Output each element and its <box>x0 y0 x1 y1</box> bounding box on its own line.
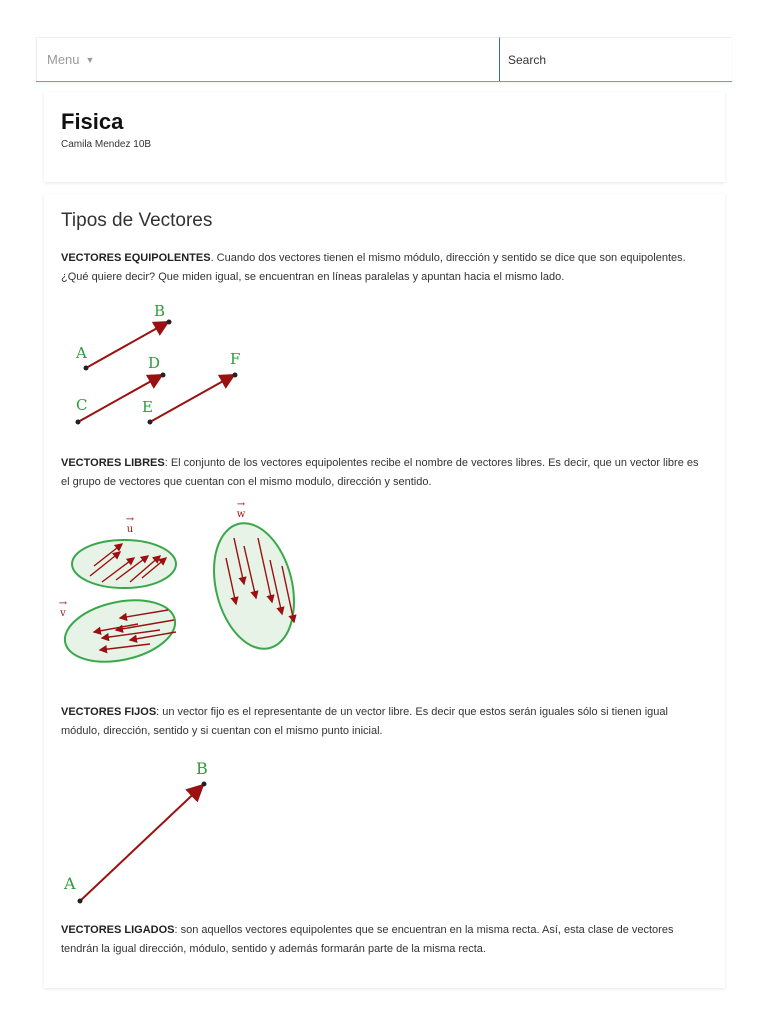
svg-text:→: → <box>125 514 135 525</box>
chevron-down-icon: ▼ <box>85 54 95 65</box>
ellipse-u <box>72 540 176 588</box>
text-fijos: : un vector fijo es el representante de un vector libre. Es decir que estos serán iguales sólo si tienen igual módulo, dirección, sentido y si cuentan con el mismo punto inicial. <box>61 706 668 737</box>
term-ligados: VECTORES LIGADOS <box>61 924 175 936</box>
menu-dropdown[interactable] <box>36 37 500 81</box>
paragraph-equipolentes <box>61 249 701 287</box>
paragraph-fijos <box>61 703 701 741</box>
paragraph-libres <box>61 454 701 492</box>
label-b: B <box>154 302 166 320</box>
text-ligados: : son aquellos vectores equipolentes que se encuentran en la misma recta. Así, esta clase de vectores tendrán la igual dirección, módulo, sentido y además formarán parte de la misma recta. <box>61 924 674 955</box>
term-equipolentes: VECTORES EQUIPOLENTES <box>61 252 211 264</box>
label-e: E <box>142 398 153 416</box>
svg-text:→: → <box>58 598 68 609</box>
search-label: Search <box>508 52 547 67</box>
svg-text:→: → <box>236 499 246 510</box>
label-v: v <box>60 608 66 619</box>
label-w: w <box>236 509 246 520</box>
menu-label: Menu <box>47 52 80 67</box>
search-input[interactable] <box>500 37 732 81</box>
fijos-figure <box>60 756 240 906</box>
text-libres: : El conjunto de los vectores equipolentes recibe el nombre de vectores libres. Es decir, que un vector libre es el grupo de vectores que cuentan con el mismo modulo, dirección y sentido. <box>61 457 699 488</box>
label-a: A <box>76 344 87 362</box>
page-subtitle: Camila Mendez 10B <box>61 139 152 150</box>
label-u: u <box>126 524 134 535</box>
label-fijo-b: B <box>196 759 208 778</box>
top-navbar <box>36 37 732 82</box>
term-fijos: VECTORES FIJOS <box>61 706 157 718</box>
paragraph-ligados <box>61 921 701 959</box>
label-d: D <box>148 354 161 372</box>
vector-fijo-ab <box>80 785 203 901</box>
vector-ef <box>150 375 234 422</box>
libres-figure <box>58 499 278 661</box>
ellipse-v <box>59 591 181 671</box>
section-title: Tipos de Vectores <box>61 210 213 231</box>
label-c: C <box>76 396 88 414</box>
content-card <box>44 194 725 988</box>
label-fijo-a: A <box>64 874 76 893</box>
page-header-card <box>44 92 725 182</box>
equipolentes-figure <box>54 296 274 436</box>
term-libres: VECTORES LIBRES <box>61 457 165 469</box>
ellipse-w <box>202 515 307 658</box>
label-f: F <box>230 350 241 368</box>
text-equipolentes: . Cuando dos vectores tienen el mismo módulo, dirección y sentido se dice que son equipolentes. ¿Qué quiere decir? Que miden igual, se encuentran en líneas paralelas y apuntan hacia el mismo lado. <box>61 252 686 283</box>
page-title: Fisica <box>61 109 124 134</box>
